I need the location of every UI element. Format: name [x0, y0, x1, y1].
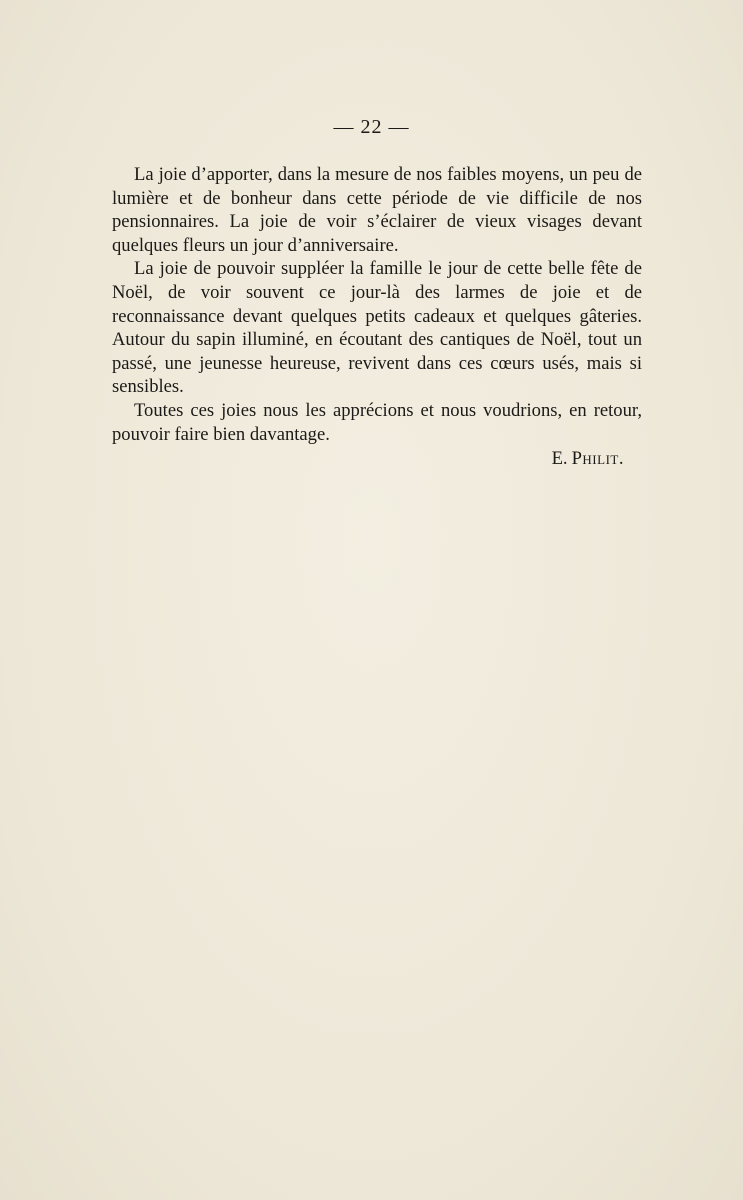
paragraph-3: Toutes ces joies nous les apprécions et nous voudrions, en retour, pouvoir faire bien davantage.: [112, 399, 642, 445]
body-text: [112, 163, 642, 471]
signature: [112, 447, 642, 471]
page-number: — 22 —: [333, 116, 410, 138]
signature-initial: E.: [551, 448, 568, 470]
paragraph-1: La joie d’apporter, dans la mesure de nos faibles moyens, un peu de lumière et de bonheur dans cette période de vie difficile de nos pensionnaires. La joie de voir s’éclairer de vieux visages devant quelques fleurs un jour d’anniversaire.: [112, 164, 642, 256]
signature-surname: Philit.: [571, 448, 624, 470]
paragraph-2: La joie de pouvoir suppléer la famille le jour de cette belle fête de Noël, de voir souvent ce jour-là des larmes de joie et de reconnaissance devant quelques petits cadeaux et quelques gâteries. Autour du sapin illuminé, en écoutant des cantiques de Noël, tout un passé, une jeunesse heureuse, revivent dans ces cœurs usés, mais si sensibles.: [112, 258, 642, 398]
